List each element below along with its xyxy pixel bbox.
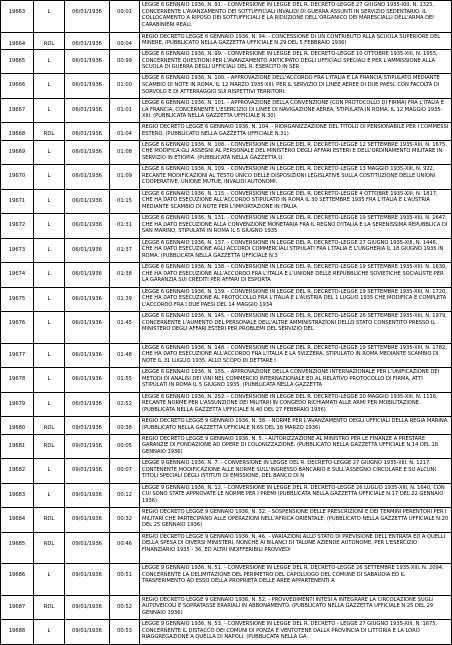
laws-table-body	[1, 1, 452, 645]
law-type-cell: L	[34, 49, 65, 73]
law-number-cell: 19681	[1, 434, 34, 458]
law-number-cell: 19670	[1, 165, 34, 189]
law-code-cell: 01:08	[110, 140, 140, 164]
law-date-cell: 06/01/1936	[65, 368, 110, 392]
table-row	[1, 368, 452, 392]
law-code-cell: 00:38	[110, 417, 140, 434]
law-type-cell: L	[34, 483, 65, 507]
law-number-cell: 19688	[1, 620, 34, 645]
table-row	[1, 214, 452, 238]
law-date-cell: 06/01/1936	[65, 263, 110, 287]
law-type-cell: L	[34, 459, 65, 483]
law-code-cell: 01:55	[110, 368, 140, 392]
table-row	[1, 74, 452, 98]
table-row	[1, 287, 452, 311]
law-type-cell: L	[34, 368, 65, 392]
law-code-cell: 01:04	[110, 123, 140, 140]
law-text-cell: LEGGE 6 GENNAIO 1936, N. 139. - CONVERSIONE IN LEGGE DEL R. DECRETO-LEGGE 19 SETTEMBRE 1935-XIII, N. 1720, CHE HA DATO ESECUZIONE AL PROTOCOLLO FRA L'ITALIA E L'AUSTRIA DEL 1 LUGLIO 1935 CHE MODIFICA E COMPLETA L'ACCORDO FRA I DUE PAESI DEL 14 MAGGIO 1934	[140, 287, 452, 311]
law-text-cell: LEGGE 6 GENNAIO 1936, N. 148. - CONVERSIONE IN LEGGE DEL R. DECRETO-LEGGE 19 SETTEMBRE 1935-XIII, N. 1782, CHE HA DATO ESECUZIONE ALL'ACCORDO FRA L'ITALIA E LA SVIZZERA, STIPULATO IN ROMA MEDIANTE SCAMBIO DI NOTE IL 31 LUGLIO 1935, ALLO SCOPO DI DETTARE I	[140, 343, 452, 367]
law-number-cell: 19682	[1, 459, 34, 483]
law-date-cell: 09/01/1936	[65, 434, 110, 458]
law-text-cell: LEGGE 6 GENNAIO 1936, N. 145. - CONVERSIONE IN LEGGE DEL R. DECRETO-LEGGE 26 SETTEMBRE 1935-XIII, N. 1979, CONCERNENTE L'AUMENTO DEL PERSONALE DELL'ALTRE AMMINISTRAZIONI DELLO STATO CONSENTITO PRESSO IL MINISTERO DEGLI AFFARI ESTERI PER PROBLEMI DEL SERVIZIO DEL	[140, 312, 452, 344]
law-type-cell: RDL	[34, 508, 65, 532]
law-number-cell: 19684	[1, 508, 34, 532]
law-date-cell: 06/01/1936	[65, 238, 110, 262]
law-text-cell: REGIO DECRETO LEGGE 9 GENNAIO 1936, N. 52. - PROVVEDIMENTI INTESI A INTEGRARE LA CIRCOLAZIONE SUGLI AUTOVEICOLI E SOPRATASSE ERARIALI IN ABBONAMENTO. (PUBBLICATO NELLA GAZZETTA UFFICIALE N.25 DEL 29 GENNAIO 1936)	[140, 595, 452, 619]
table-row	[1, 508, 452, 532]
law-text-cell: LEGGE 6 GENNAIO 1936, N. 91. - CONVERSIONE IN LEGGE DEL R. DECRETO-LEGGE 27 GIUGNO 1935-XIII, N. 1325, CONCERNENTE L'AVANZAMENTO DEI SOTTUFFICIALI INVALIDI DI GUERRA ASSUNTI IN SERVIZIO SEDENTARIO, IL COLLOCAMENTO A RIPOSO DEI SOTTUFFICIALI E LA RIDUZIONE DELL'ORGANICO DEI MARESCIALLI DELL'ARMA DEI CARABINIERI REALI.	[140, 1, 452, 33]
law-text-cell: LEGGE 9 GENNAIO 1936, N. 51. - CONVERSIONE IN LEGGE DEL R. DECRETO-LEGGE 26 SETTEMBRE 1935-XIII, N. 2094, CONCERNENTE LA DELIMITAZIONE DEL PERIMETRO DEL CAPOLUOGO DEL COMUNE DI SABAUDIA ED IL TRASFERIMENTO AD ESSO DELLA PROPRIETÀ DELLE AREE APPARTENENTI A	[140, 564, 452, 596]
law-date-cell: 06/01/1936	[65, 189, 110, 213]
law-number-cell: 19674	[1, 263, 34, 287]
law-date-cell: 09/01/1936	[65, 417, 110, 434]
law-type-cell: L	[34, 1, 65, 33]
law-code-cell: 00:01	[110, 1, 140, 33]
law-number-cell: 19683	[1, 483, 34, 507]
table-row	[1, 32, 452, 49]
table-row	[1, 1, 452, 33]
law-date-cell: 09/01/1936	[65, 459, 110, 483]
law-type-cell: L	[34, 343, 65, 367]
table-row	[1, 595, 452, 619]
law-code-cell: 01:45	[110, 312, 140, 344]
law-code-cell: 00:99	[110, 49, 140, 73]
law-text-cell: LEGGE 9 GENNAIO 1936, N. 7. - CONVERSIONE IN LEGGE DEL R. DECRETO-LEGGE 27 GIUGNO 1935-XIII, N. 1217, CONTENENTE MODIFICAZIONE ALLE NORME SULL'INGRESSO BANCARIO E SULL'ASSEGNO CIRCOLARE E SU ALCUNI TITOLI SPECIALI DEGLI ISTITUTI DI EMISSIONE, DEL BANCO DI N	[140, 459, 452, 483]
law-type-cell: L	[34, 392, 65, 416]
law-date-cell: 06/01/1936	[65, 123, 110, 140]
table-row	[1, 620, 452, 645]
law-code-cell: 01:01	[110, 98, 140, 122]
table-row	[1, 417, 452, 434]
law-type-cell: RDL	[34, 123, 65, 140]
law-type-cell: L	[34, 620, 65, 645]
law-type-cell: L	[34, 238, 65, 262]
law-text-cell: LEGGE 9 GENNAIO 1936, N. 53. - CONVERSIONE IN LEGGE DEL R. DECRETO - LEGGE 27 GIUGNO 1935-XIII, N. 1675, CONCERNENTE IL DISTACCO DEI COMUNI DI PONZA E VENTOTENE DALLA PROVINCIA DI LITTORIA E LA LORO RIAGGREGAZIONE A QUELLA DI NAPOLI. (PUBBLICATA NELLA GA	[140, 620, 452, 645]
law-text-cell: LEGGE 6 GENNAIO 1936, N. 101. - APPROVAZIONE DELLA CONVENZIONE (CON PROTOCOLLO DI FIRMA) FRA L'ITALIA E LA FRANCIA, CONCERNENTE L'ESERCIZIO DI LINEE DI NAVIGAZIONE AEREA, STIPULATA IN ROMA, IL 12 MAGGIO 1935-XIII. (PUBBLICATA NELLA GAZZETTA UFFICIALE N.30)	[140, 98, 452, 122]
law-code-cell: 00:32	[110, 508, 140, 532]
law-date-cell: 06/01/1936	[65, 165, 110, 189]
table-row	[1, 123, 452, 140]
law-date-cell: 06/01/1936	[65, 1, 110, 33]
law-text-cell: REGIO DECRETO LEGGE 9 GENNAIO 1936, N. 32. - SOSPENSIONE DELLE PRESCRIZIONI E DEI TERMINI PERENTORI PER I MILITARI CHE PARTECIPANO ALLE OPERAZIONI NELL'AFRICA ORIENTALE. (PUBBLICATO NELLA GAZZETTA UFFICIALE N.20 DEL 25 GENNAIO 1936)	[140, 508, 452, 532]
law-number-cell: 19680	[1, 417, 34, 434]
law-date-cell: 06/01/1936	[65, 214, 110, 238]
law-text-cell: LEGGE 6 GENNAIO 1936, N. 131. - CONVERSIONE IN LEGGE DEL R. DECRETO-LEGGE 19 SETTEMBRE 1935-XIII, N. 1647, CHE HA DATO ESECUZIONE ALLA CONVENZIONE MONETARIA FRA IL REGNO D'ITALIA E LA SERENISSIMA REPUBBLICA DI SAN MARINO, STIPULATA IN ROMA IL 5 GIUGNO 1935	[140, 214, 452, 238]
law-date-cell: 09/01/1936	[65, 508, 110, 532]
table-row	[1, 263, 452, 287]
law-code-cell: 01:48	[110, 343, 140, 367]
law-number-cell: 19672	[1, 214, 34, 238]
law-text-cell: REGIO DECRETO LEGGE 9 GENNAIO 1936, N. 38. - NORME PER L'AVANZAMENTO DEGLI UFFICIALI DELLA REGIA MARINA. (PUBBLICATO NELLA GAZZETTA UFFICIALE N.65 DEL 18 MARZO 1936)	[140, 417, 452, 434]
table-row	[1, 189, 452, 213]
law-number-cell: 19685	[1, 532, 34, 564]
law-number-cell: 19676	[1, 312, 34, 344]
law-text-cell: REGIO DECRETO LEGGE 6 GENNAIO 1936, N. 94. - CONCESSIONE DI UN CONTRIBUTO ALLA SCUOLA SUPERIORE DEL MINERE. (PUBBLICATO NELLA GAZZETTA UFFICIALE N.29 DEL 5 FEBBRAIO 1936)	[140, 32, 452, 49]
law-number-cell: 19687	[1, 595, 34, 619]
law-type-cell: L	[34, 312, 65, 344]
table-row	[1, 532, 452, 564]
law-text-cell: LEGGE 6 GENNAIO 1936, N. 99. - CONVERSIONE IN LEGGE DEL R. DECRETO-LEGGE 10 OTTOBRE 1935-XIII, N. 1955, CONCERNENTE QUESTIONI PER L'AVANZAMENTO ANTICIPATO DEGLI UFFICIALI SPECIALI E PER L'AMMISSIONE ALLA SCUOLA DI GUERRA DEGLI UFFICIALI DEL R. ESERCITO IN SER	[140, 49, 452, 73]
law-type-cell: RDL	[34, 417, 65, 434]
law-code-cell: 01:39	[110, 287, 140, 311]
law-number-cell: 19686	[1, 564, 34, 596]
law-type-cell: L	[34, 214, 65, 238]
law-code-cell: 00:52	[110, 595, 140, 619]
law-code-cell: 00:46	[110, 532, 140, 564]
law-number-cell: 19664	[1, 32, 34, 49]
law-code-cell: 01:38	[110, 263, 140, 287]
law-number-cell: 19675	[1, 287, 34, 311]
table-row	[1, 343, 452, 367]
table-row	[1, 392, 452, 416]
law-number-cell: 19677	[1, 343, 34, 367]
law-date-cell: 09/01/1936	[65, 620, 110, 645]
law-number-cell: 19673	[1, 238, 34, 262]
law-text-cell: LEGGE 6 GENNAIO 1936, N. 100. - APPROVAZIONE DELL'ACCORDO FRA L'ITALIA E LA FRANCIA STIPULATO MEDIANTE SCAMBIO DI NOTE IN ROMA, IL 12 MARZO 1935-XIII, PER IL SERVIZIO DI LINEE AEREE DI DUE PAESI, CON FACOLTÀ DI SORVOLO E DI ATTERRAGGIO SUI RISPETTIVI TERRITORI.	[140, 74, 452, 98]
law-type-cell: L	[34, 189, 65, 213]
law-date-cell: 09/01/1936	[65, 483, 110, 507]
law-text-cell: LEGGE 6 GENNAIO 1936, N. 115. - CONVERSIONE IN LEGGE DEL R. DECRETO-LEGGE 4 OTTOBRE 1935-XIII, N. 1817, CHE HA DATO ESECUZIONE ALL'ACCORDO STIPULATO IN ROMA IL 30 SETTEMBRE 1935 FRA L'ITALIA E L'AUSTRIA MEDIANTE SCAMBIO DI NOTE PER L'IMPORTAZIONE IN ITALIA	[140, 189, 452, 213]
law-number-cell: 19667	[1, 98, 34, 122]
law-date-cell: 09/01/1936	[65, 532, 110, 564]
law-text-cell: REGIO DECRETO LEGGE 9 GENNAIO 1936, N. 46. - VARIAZIONI ALLO STATO DI PREVISIONE DELL'ENTRATA ED A QUELLI DELLA SPESA DI DIVERSI MINISTERI, NONCHÉ AI BILANCI DI TALUNE AZIENDE AUTONOME, PER L'ESERCIZIO FINANZIARIO 1935 - 36, ED ALTRI INDIFFERIBILI PROVVEDI	[140, 532, 452, 564]
law-date-cell: 06/01/1936	[65, 49, 110, 73]
table-row	[1, 140, 452, 164]
table-row	[1, 312, 452, 344]
law-code-cell: 01:31	[110, 214, 140, 238]
law-type-cell: RDL	[34, 32, 65, 49]
law-code-cell: 00:12	[110, 483, 140, 507]
law-type-cell: L	[34, 140, 65, 164]
law-code-cell: 01:09	[110, 165, 140, 189]
law-type-cell: L	[34, 263, 65, 287]
law-number-cell: 19678	[1, 368, 34, 392]
law-date-cell: 09/01/1936	[65, 564, 110, 596]
law-code-cell: 01:15	[110, 189, 140, 213]
law-number-cell: 19668	[1, 123, 34, 140]
law-code-cell: 01:00	[110, 74, 140, 98]
law-code-cell: 00:05	[110, 434, 140, 458]
law-text-cell: REGIO DECRETO LEGGE 9 GENNAIO 1936, N. 5. - AUTORIZZAZIONE AL MINISTRO PER LE FINANZE A PRESTARE GARANZIE DI FONDAZIONE AD OPERE DI COLONIZZAZIONE. (PUBBLICATO NELLA GAZZETTA UFFICIALE N.14 DEL 18 GENNAIO 1936)	[140, 434, 452, 458]
law-date-cell: 06/01/1936	[65, 392, 110, 416]
law-code-cell: 00:53	[110, 620, 140, 645]
table-row	[1, 459, 452, 483]
law-number-cell: 19663	[1, 1, 34, 33]
law-number-cell: 19666	[1, 74, 34, 98]
law-text-cell: LEGGE 6 GENNAIO 1936, N. 137. - CONVERSIONE IN LEGGE DEL R. DECRETO-LEGGE 27 GIUGNO 1935-XIII, N. 1446, CHE HA DATO ESECUZIONE AGLI ACCORDI COMMERCIALI STIPULATI FRA L'ITALIA E L'UNGHERIA IL 18 GIUGNO 1935 IN ROMA. (PUBBLICATA NELLA GAZZETTA UFFICIALE N.3	[140, 238, 452, 262]
law-code-cell: 00:51	[110, 564, 140, 596]
law-number-cell: 19669	[1, 140, 34, 164]
law-date-cell: 06/01/1936	[65, 343, 110, 367]
law-type-cell: RDL	[34, 595, 65, 619]
law-code-cell: 00:04	[110, 32, 140, 49]
table-row	[1, 434, 452, 458]
law-text-cell: REGIO DECRETO LEGGE 6 GENNAIO 1936, N. 104. - RIORGANIZZAZIONE DEL TITOLO DI PENSIONABILE PER I COMMESSI ESTERO. (PUBBLICATO NELLA GAZZETTA UFFICIALE N.31)	[140, 123, 452, 140]
law-text-cell: LEGGE 9 GENNAIO 1936, N. 12. - CONVERSIONE IN LEGGE DEL R. DECRETO-LEGGE 26 LUGLIO 1935-XIII, N. 1640, CON CUI SONO STATE APPROVATE LE NORME PER I PREMI (PUBBLICATA NELLA GAZZETTA UFFICIALE N.17 DEL 22 GENNAIO 1936)	[140, 483, 452, 507]
law-code-cell: 00:07	[110, 459, 140, 483]
law-date-cell: 06/01/1936	[65, 98, 110, 122]
table-row	[1, 238, 452, 262]
table-row	[1, 49, 452, 73]
law-number-cell: 19671	[1, 189, 34, 213]
law-date-cell: 06/01/1936	[65, 312, 110, 344]
law-type-cell: RDL	[34, 434, 65, 458]
law-text-cell: LEGGE 6 GENNAIO 1936, N. 252. - CONVERSIONE IN LEGGE DEL R. DECRETO-LEGGE 20 MAGGIO 1935-XIII, N. 1116, RECANTE NORME PER L'ASSUNZIONE DEI MILITARI IN CONGEDO RICHIAMATI ALLE ARMI PER MOBILITAZIONE. (PUBBLICATA NELLA GAZZETTA UFFICIALE N.40 DEL 27 FEBBRAIO 1936)	[140, 392, 452, 416]
table-row	[1, 165, 452, 189]
law-number-cell: 19679	[1, 392, 34, 416]
law-type-cell: RDL	[34, 532, 65, 564]
law-type-cell: L	[34, 165, 65, 189]
law-text-cell: LEGGE 6 GENNAIO 1936, N. 108. - CONVERSIONE IN LEGGE DEL R. DECRETO-LEGGE 12 SETTEMBRE 1935-XIII, N. 1675, CHE MODIFICA GLI ASSEGNI AL PERSONALE DEL MINISTERO DEGLI AFFARI ESTERI E DELL'ORDINAMENTO MILITARE IN SERVIZIO IN ETIOPIA. (PUBBLICATA NELLA GAZZETTA U	[140, 140, 452, 164]
law-date-cell: 09/01/1936	[65, 595, 110, 619]
law-type-cell: L	[34, 287, 65, 311]
law-type-cell: L	[34, 74, 65, 98]
law-text-cell: LEGGE 6 GENNAIO 1936, N. 109. - CONVERSIONE IN LEGGE DEL R. DECRETO-LEGGE 13 MAGGIO 1935-XIII, N. 922, RECANTE MODIFICAZIONI AL TESTO UNICO DELLE DISPOSIZIONI LEGISLATIVE SULLA COSTITUZIONE DELLE UNIONI COOPERATIVE, UNIONE MUTUE, INVALIDI AUTONOMI.	[140, 165, 452, 189]
law-code-cell: 01:37	[110, 238, 140, 262]
table-row	[1, 98, 452, 122]
table-row	[1, 564, 452, 596]
table-row	[1, 483, 452, 507]
law-date-cell: 06/01/1936	[65, 32, 110, 49]
law-type-cell: L	[34, 98, 65, 122]
law-date-cell: 06/01/1936	[65, 74, 110, 98]
law-text-cell: LEGGE 6 GENNAIO 1936, N. 155. - APPROVAZIONE DELLA CONVENZIONE INTERNAZIONALE PER L'UNIFICAZIONE DEI METODI DI ANALISI DEI VINI NEL COMMERCIO INTERNAZIONALE ED AL RELATIVO PROTOCOLLO DI FIRMA, ATTI STIPULATI IN ROMA IL 5 GIUGNO 1935. (PUBBLICATA NELLA GAZZETTA	[140, 368, 452, 392]
law-text-cell: LEGGE 6 GENNAIO 1936, N. 138. - CONVERSIONE IN LEGGE DEL R. DECRETO-LEGGE 19 SETTEMBRE 1935-XIII, N. 1630, CHE HA DATO ESECUZIONE ALL'ACCORDO FRA L'ITALIA E L'UNIONE DELLE REPUBBLICHE SOVIETICHE SOCIALISTE PER LA GARANZIA SUI CREDITI PER AFFARI DI ESPORTA	[140, 263, 452, 287]
law-number-cell: 19665	[1, 49, 34, 73]
law-code-cell: 02:52	[110, 392, 140, 416]
law-date-cell: 06/01/1936	[65, 287, 110, 311]
law-type-cell: L	[34, 564, 65, 596]
law-date-cell: 06/01/1936	[65, 140, 110, 164]
